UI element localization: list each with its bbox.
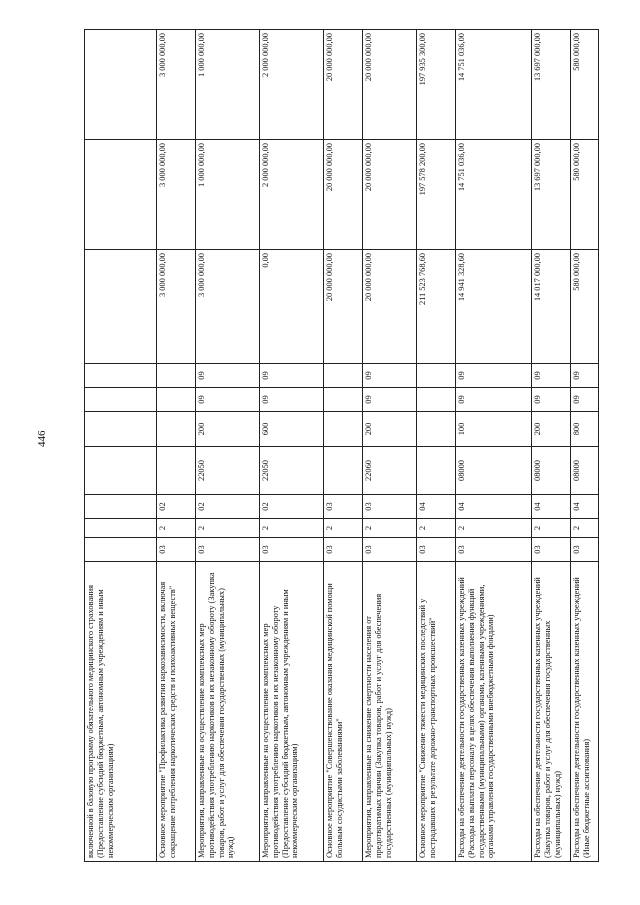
code-cell-c2: 2 <box>456 519 532 538</box>
code-cell-c6 <box>324 388 363 412</box>
code-cell-c1: 03 <box>571 538 599 562</box>
amount-cell-v2023: 14 751 036,00 <box>456 30 532 140</box>
code-cell-c2 <box>85 519 157 538</box>
code-cell-c1: 03 <box>417 538 456 562</box>
code-cell-c5: 200 <box>532 412 571 447</box>
amount-cell-v2022: 20 000 000,00 <box>363 140 417 250</box>
code-cell-c6: 09 <box>363 388 417 412</box>
amount-cell-v2021: 580 000,00 <box>571 250 599 364</box>
code-cell-c3: 04 <box>571 495 599 519</box>
amount-cell-v2023: 20 000 000,00 <box>324 30 363 140</box>
code-cell-c3: 02 <box>196 495 260 519</box>
code-cell-c3: 04 <box>532 495 571 519</box>
row-name: Расходы на обеспечение деятельности государственных казенных учреждений (Расходы на выплаты персоналу в целях обеспечения выполнения функций государственными (муниципальными) органами, казенными учреждениями, органами управления государственными внебюджетными фондами) <box>456 562 532 862</box>
code-cell-c7: 09 <box>196 364 260 388</box>
amount-cell-v2021: 0,00 <box>260 250 324 364</box>
row-name: Мероприятия, направленные на осуществление комплексных мер противодействия употреблению наркотиков и их незаконному обороту (Закупка товаров, работ и услуг для обеспечения государственных (муниципальных) нужд) <box>196 562 260 862</box>
code-cell-c4 <box>85 447 157 495</box>
code-cell-c4: 08000 <box>532 447 571 495</box>
amount-cell-v2021: 20 000 000,00 <box>363 250 417 364</box>
amount-cell-v2022: 3 000 000,00 <box>157 140 196 250</box>
code-cell-c6: 09 <box>456 388 532 412</box>
row-name: Основное мероприятие "Совершенствование оказания медицинской помощи больным сосудистыми заболеваниями" <box>324 562 363 862</box>
code-cell-c6 <box>157 388 196 412</box>
code-cell-c5 <box>417 412 456 447</box>
row-name: Мероприятия, направленные на снижение смертности населения от предотвратимых причин (Закупка товаров, работ и услуг для обеспечения государственных (муниципальных) нужд) <box>363 562 417 862</box>
code-cell-c3: 04 <box>456 495 532 519</box>
row-name: включенной в базовую программу обязательного медицинского страхования (Предоставление субсидий бюджетным, автономным учреждениям и иным некоммерческим организациям) <box>85 562 157 862</box>
amount-cell-v2022: 1 000 000,00 <box>196 140 260 250</box>
amount-cell-v2022: 14 751 036,00 <box>456 140 532 250</box>
amount-cell-v2021: 14 941 328,60 <box>456 250 532 364</box>
code-cell-c6 <box>85 388 157 412</box>
amount-cell-v2023: 13 697 000,00 <box>532 30 571 140</box>
amount-cell-v2023: 2 000 000,00 <box>260 30 324 140</box>
amount-cell-v2022: 197 578 200,00 <box>417 140 456 250</box>
table-row <box>532 30 571 862</box>
code-cell-c1: 03 <box>260 538 324 562</box>
amount-cell-v2022: 580 000,00 <box>571 140 599 250</box>
code-cell-c5: 200 <box>196 412 260 447</box>
table-row <box>571 30 599 862</box>
code-cell-c6: 09 <box>532 388 571 412</box>
amount-cell-v2023: 20 000 000,00 <box>363 30 417 140</box>
code-cell-c2: 2 <box>324 519 363 538</box>
code-cell-c4: 22050 <box>196 447 260 495</box>
table-row <box>196 30 260 862</box>
code-cell-c7: 09 <box>532 364 571 388</box>
code-cell-c3: 03 <box>324 495 363 519</box>
code-cell-c3: 03 <box>363 495 417 519</box>
code-cell-c7 <box>157 364 196 388</box>
code-cell-c3: 02 <box>157 495 196 519</box>
code-cell-c5: 100 <box>456 412 532 447</box>
code-cell-c1: 03 <box>532 538 571 562</box>
code-cell-c2: 2 <box>157 519 196 538</box>
code-cell-c7 <box>85 364 157 388</box>
code-cell-c1: 03 <box>324 538 363 562</box>
code-cell-c3 <box>85 495 157 519</box>
code-cell-c2: 2 <box>532 519 571 538</box>
code-cell-c6 <box>417 388 456 412</box>
row-name: Мероприятия, направленные на осуществление комплексных мер противодействия употреблению наркотиков и их незаконному обороту (Предоставление субсидий бюджетным, автономным учреждениям и иным некоммерческим организациям) <box>260 562 324 862</box>
amount-cell-v2021: 3 000 000,00 <box>196 250 260 364</box>
row-name: Расходы на обеспечение деятельности государственных казенных учреждений (Закупка товаров, работ и услуг для обеспечения государственных (муниципальных) нужд) <box>532 562 571 862</box>
code-cell-c7 <box>417 364 456 388</box>
code-cell-c4: 08000 <box>456 447 532 495</box>
amount-cell-v2022 <box>85 140 157 250</box>
code-cell-c4: 08000 <box>571 447 599 495</box>
code-cell-c7: 09 <box>260 364 324 388</box>
budget-table <box>84 29 599 862</box>
amount-cell-v2023: 3 000 000,00 <box>157 30 196 140</box>
code-cell-c1: 03 <box>157 538 196 562</box>
code-cell-c2: 2 <box>260 519 324 538</box>
table-row <box>157 30 196 862</box>
code-cell-c2: 2 <box>417 519 456 538</box>
amount-cell-v2021: 3 000 000,00 <box>157 250 196 364</box>
row-name: Основное мероприятие "Снижение тяжести медицинских последствий у пострадавших в результате дорожно-транспортных происшествий" <box>417 562 456 862</box>
table-row <box>417 30 456 862</box>
code-cell-c5: 600 <box>260 412 324 447</box>
amount-cell-v2021: 211 523 768,60 <box>417 250 456 364</box>
code-cell-c4 <box>417 447 456 495</box>
table-row <box>85 30 157 862</box>
amount-cell-v2023: 1 000 000,00 <box>196 30 260 140</box>
code-cell-c1 <box>85 538 157 562</box>
code-cell-c6: 09 <box>571 388 599 412</box>
code-cell-c3: 02 <box>260 495 324 519</box>
amount-cell-v2022: 20 000 000,00 <box>324 140 363 250</box>
page-number: 446 <box>36 430 48 447</box>
code-cell-c2: 2 <box>196 519 260 538</box>
code-cell-c4 <box>324 447 363 495</box>
code-cell-c1: 03 <box>363 538 417 562</box>
table-row <box>324 30 363 862</box>
code-cell-c7: 09 <box>456 364 532 388</box>
table-row <box>260 30 324 862</box>
row-name: Расходы на обеспечение деятельности государственных казенных учреждений (Иные бюджетные ассигнования) <box>571 562 599 862</box>
amount-cell-v2022: 2 000 000,00 <box>260 140 324 250</box>
code-cell-c7: 09 <box>571 364 599 388</box>
code-cell-c2: 2 <box>571 519 599 538</box>
code-cell-c2: 2 <box>363 519 417 538</box>
code-cell-c5 <box>85 412 157 447</box>
code-cell-c4 <box>157 447 196 495</box>
table-row <box>456 30 532 862</box>
code-cell-c5: 800 <box>571 412 599 447</box>
code-cell-c7 <box>324 364 363 388</box>
code-cell-c6: 09 <box>260 388 324 412</box>
table-row <box>363 30 417 862</box>
amount-cell-v2022: 13 697 000,00 <box>532 140 571 250</box>
code-cell-c6: 09 <box>196 388 260 412</box>
code-cell-c1: 03 <box>456 538 532 562</box>
code-cell-c5: 200 <box>363 412 417 447</box>
amount-cell-v2021: 20 000 000,00 <box>324 250 363 364</box>
amount-cell-v2021: 14 017 000,00 <box>532 250 571 364</box>
row-name: Основное мероприятие "Профилактика развития наркозависимости, включая сокращение потребления наркотических средств и психоактивных веществ" <box>157 562 196 862</box>
code-cell-c4: 22050 <box>260 447 324 495</box>
rotated-table-container <box>84 30 611 862</box>
amount-cell-v2021 <box>85 250 157 364</box>
code-cell-c5 <box>324 412 363 447</box>
code-cell-c5 <box>157 412 196 447</box>
table-body <box>85 30 599 862</box>
code-cell-c7: 09 <box>363 364 417 388</box>
amount-cell-v2023: 197 935 300,00 <box>417 30 456 140</box>
amount-cell-v2023: 580 000,00 <box>571 30 599 140</box>
amount-cell-v2023 <box>85 30 157 140</box>
code-cell-c3: 04 <box>417 495 456 519</box>
code-cell-c4: 22060 <box>363 447 417 495</box>
code-cell-c1: 03 <box>196 538 260 562</box>
